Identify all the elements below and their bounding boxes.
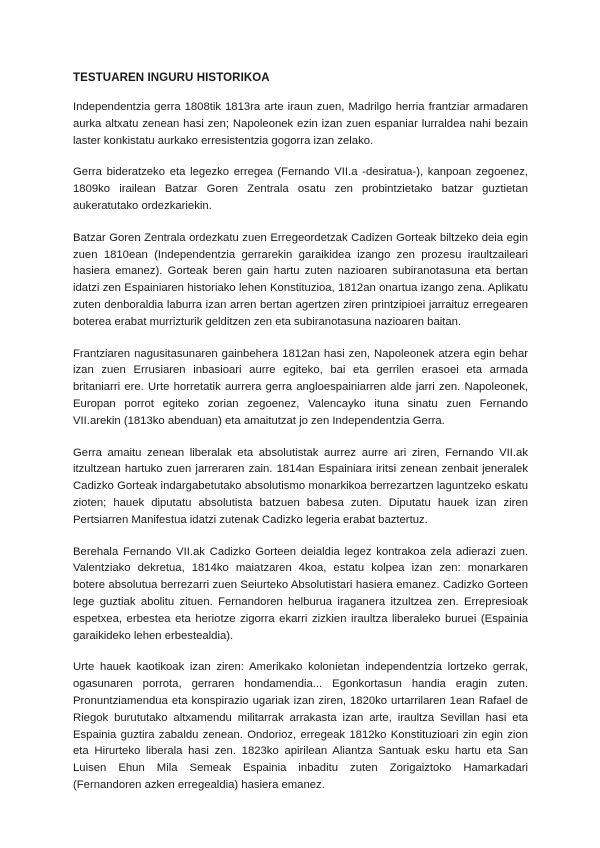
paragraph-cadiz-cortes: Batzar Goren Zentrala ordezkatu zuen Erregeordetzak Cadizen Gorteak biltzeko deia egin zuen 1810ean (Independentzia gerrarekin garaikidea izango zen prozesu iraultzaileari hasiera emanez). Gorteak beren gain hartu zuten nazioaren subiranotasuna eta bertan idatzi zen Espainiaren historiako lehen Konstituzioa, 1812an onartua izango zena. Aplikatu zuten denboraldia laburra izan arren bertan agertzen ziren printzipioei jarraituz erregearen boterea erabat murrizturik gelditzen zen eta subiranotasuna nazioaren baitan. (73, 231, 528, 328)
document-page (73, 70, 528, 809)
paragraph-valencia-decree: Berehala Fernando VII.ak Cadizko Gorteen deialdia legez kontrakoa zela adierazi zuen. Valentziako dekretua, 1814ko maiatzaren 4koa, estatu kolpea izan zen: monarkaren botere absolutua berrezarri zuen Seiurteko Absolutistari hasiera emanez. Cadizko Gorteen lege guztiak abolitu zituen. Fernandoren helburua iraganera itzultzea zen. Errepresioak espetxea, erbestea eta heriotze zigorra ekarri zizkien iraultza liberaleko buruei (Espainia garaikideko lehen erbestealdia). (73, 545, 528, 642)
paragraph-independence-war: Independentzia gerra 1808tik 1813ra arte iraun zuen, Madrilgo herria frantziar armadaren aurka altxatu zenean hasi zen; Napoleonek ezin izan zuen espaniar lurraldea nahi bezain laster konkistatu aurkako erresistentzia gogorra izan zelako. (73, 101, 528, 147)
paragraph-central-junta: Gerra bideratzeko eta legezko erregea (Fernando VII.a -desiratua-), kanpoan zegoenez, 1809ko irailean Batzar Goren Zentrala osatu zen probintzietako batzar guztietan aukeratutako ordezkariekin. (73, 166, 528, 212)
paragraph-chaotic-years: Urte hauek kaotikoak izan ziren: Amerikako kolonietan independentzia lortzeko gerrak, ogasunaren porrota, gerraren hondamendia... Egonkortasun handia eragin zuten. Pronuntziamendua eta konspirazio ugariak izan ziren, 1820ko urtarrilaren 1ean Rafael de Riegok burututako altxamendu militarrak arrakasta izan arte, iraultza Sevillan hasi eta Espainia guztira zabaldu zenean. Ondorioz, erregeak 1812ko Konstituzioari zin egin zion eta Hirurteko liberala hasi zen. 1823ko apirilean Aliantza Santuak esku hartu eta San Luisen Ehun Mila Semeak Espainia inbaditu zuten Zorigaiztoko Hamarkadari (Fernandoren azken erregealdia) hasiera emanez. (73, 661, 528, 791)
paragraph-war-end: Gerra amaitu zenean liberalak eta absolutistak aurrez aurre ari ziren, Fernando VII.ak itzultzean hartuko zuen jarreraren zain. 1814an Espainiara iritsi zenean zenbait jeneralek Cadizko Gorteak indargabetutako absolutismo monarkikoa berrezartzen laguntzeko eskatu zioten; hauek diputatu absolutista batzuen babesa zuten. Diputatu hauek izan ziren Pertsiarren Manifestua idatzi zutenak Cadizko legeria erabat baztertuz. (73, 446, 528, 526)
document-title: TESTUAREN INGURU HISTORIKOA (73, 72, 270, 84)
paragraph-french-decline: Frantziaren nagusitasunaren gainbehera 1812an hasi zen, Napoleonek atzera egin behar izan zuen Errusiaren inbasioari aurre egiteko, bai eta gerrilen erasoei eta armada britaniarri ere. Urte horretatik aurrera gerra angloespainiarren alde jarri zen. Napoleonek, Europan porrot egiteko zorian zegoenez, Valencayko ituna sinatu zuen Fernando VII.arekin (1813ko abenduan) eta amaitutzat jo zen Independentzia Gerra. (73, 347, 528, 427)
